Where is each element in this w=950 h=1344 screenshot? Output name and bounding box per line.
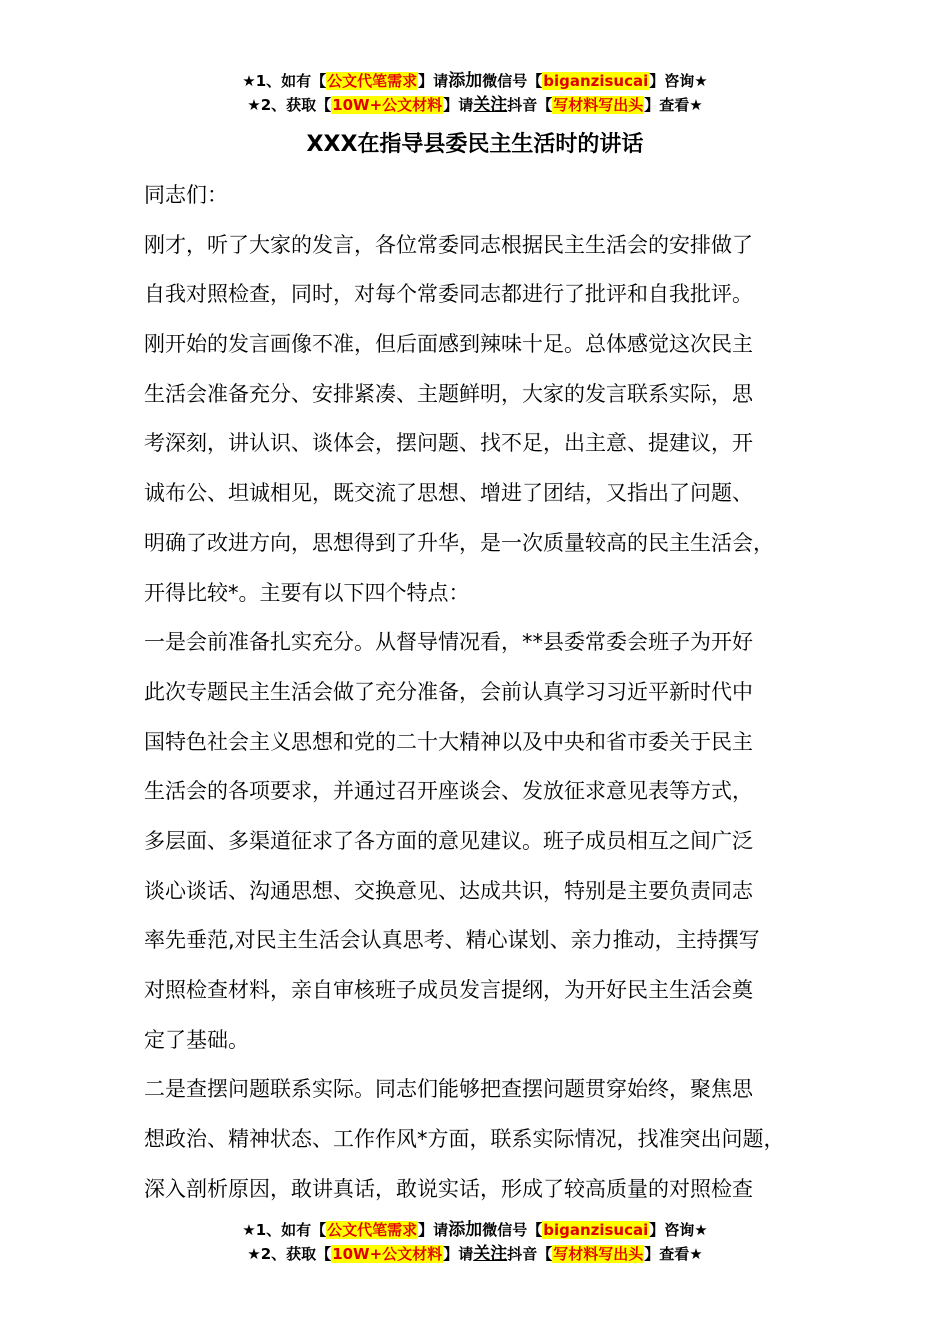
- promo-text: 微信号【: [482, 1221, 543, 1239]
- promo-line-2: [0, 1243, 950, 1267]
- text-line: 开得比较*。主要有以下四个特点：: [144, 580, 470, 605]
- douyin-id-highlight: 写材料写出头: [553, 1245, 644, 1263]
- text-line: 诚布公、坦诚相见，既交流了思想、增进了团结，又指出了问题、: [144, 481, 753, 506]
- promo-banner-bottom: [0, 1219, 950, 1267]
- promo-line-1: [0, 1219, 950, 1243]
- promo-line-1: [0, 70, 950, 94]
- star-icon: ★: [694, 1221, 708, 1239]
- douyin-id-highlight: 写材料写出头: [553, 96, 644, 114]
- text-line: 刚才，听了大家的发言，各位常委同志根据民主生活会的安排做了: [144, 232, 753, 257]
- promo-text: 2、获取【: [260, 96, 332, 114]
- document-body: [144, 171, 834, 1214]
- promo-text: 】请: [443, 96, 474, 114]
- text-line: 自我对照检查，同时，对每个常委同志都进行了批评和自我批评。: [144, 282, 753, 307]
- wechat-id-highlight: biganzisucai: [543, 72, 649, 90]
- promo-text: 抖音【: [507, 96, 553, 114]
- promo-banner-top: [0, 70, 950, 118]
- text-line: 生活会准备充分、安排紧凑、主题鲜明，大家的发言联系实际，思: [144, 381, 753, 406]
- text-line: 多层面、多渠道征求了各方面的意见建议。班子成员相互之间广泛: [144, 828, 753, 853]
- text-line: 对照检查材料，亲自审核班子成员发言提纲，为开好民主生活会奠: [144, 978, 753, 1002]
- text-line: 二是查摆问题联系实际。同志们能够把查摆问题贯穿始终，聚焦思: [144, 1077, 753, 1102]
- promo-highlight: 10W+公文材料: [332, 96, 443, 114]
- text-line: 想政治、精神状态、工作作风*方面，联系实际情况，找准突出问题，: [144, 1127, 785, 1152]
- text-line: 国特色社会主义思想和党的二十大精神以及中央和省市委关于民主: [144, 729, 753, 754]
- promo-emphasis: 添加: [448, 71, 483, 91]
- document-title: XXX在指导县委民主生活时的讲话: [306, 132, 644, 157]
- promo-text: 1、如有【: [255, 72, 327, 90]
- text-line: 明确了改进方向，思想得到了升华，是一次质量较高的民主生活会，: [144, 530, 774, 555]
- text-line: 此次专题民主生活会做了充分准备，会前认真学习习近平新时代中: [144, 679, 753, 704]
- text-line: 一是会前准备扎实充分。从督导情况看，**县委常委会班子为开好: [144, 630, 753, 655]
- text-line: 深入剖析原因，敢讲真话，敢说实话，形成了较高质量的对照检查: [144, 1176, 753, 1201]
- promo-text: 2、获取【: [260, 1245, 332, 1263]
- text-line: 生活会的各项要求，并通过召开座谈会、发放征求意见表等方式，: [144, 779, 753, 804]
- promo-emphasis: 关注: [473, 1244, 508, 1264]
- star-icon: ★: [689, 1245, 703, 1263]
- text-line: 刚开始的发言画像不准，但后面感到辣味十足。总体感觉这次民主: [144, 332, 753, 357]
- star-icon: ★: [694, 72, 708, 90]
- promo-emphasis: 添加: [448, 1220, 483, 1240]
- wechat-id-highlight: biganzisucai: [543, 1221, 649, 1239]
- promo-text: 】咨询: [649, 72, 695, 90]
- text-line: 考深刻，讲认识、谈体会，摆问题、找不足，出主意、提建议，开: [144, 431, 753, 456]
- promo-text: 】请: [418, 1221, 449, 1239]
- promo-text: 】查看: [644, 96, 690, 114]
- promo-text: 】请: [443, 1245, 474, 1263]
- star-icon: ★: [689, 96, 703, 114]
- text-line: 谈心谈话、沟通思想、交换意见、达成共识，特别是主要负责同志: [144, 878, 753, 903]
- text-line: 同志们：: [144, 183, 228, 207]
- promo-text: 】请: [418, 72, 449, 90]
- promo-highlight: 公文代笔需求: [327, 1221, 418, 1239]
- star-icon: ★: [247, 96, 261, 114]
- promo-line-2: [0, 94, 950, 118]
- promo-text: 】查看: [644, 1245, 690, 1263]
- text-line: 率先垂范,对民主生活会认真思考、精心谋划、亲力推动，主持撰写: [144, 928, 760, 953]
- promo-text: 】咨询: [649, 1221, 695, 1239]
- star-icon: ★: [242, 72, 256, 90]
- promo-text: 1、如有【: [255, 1221, 327, 1239]
- star-icon: ★: [247, 1245, 261, 1263]
- text-line: 定了基础。: [144, 1027, 249, 1052]
- promo-highlight: 公文代笔需求: [327, 72, 418, 90]
- promo-text: 抖音【: [507, 1245, 553, 1263]
- promo-text: 微信号【: [482, 72, 543, 90]
- star-icon: ★: [242, 1221, 256, 1239]
- promo-emphasis: 关注: [473, 95, 508, 115]
- promo-highlight: 10W+公文材料: [332, 1245, 443, 1263]
